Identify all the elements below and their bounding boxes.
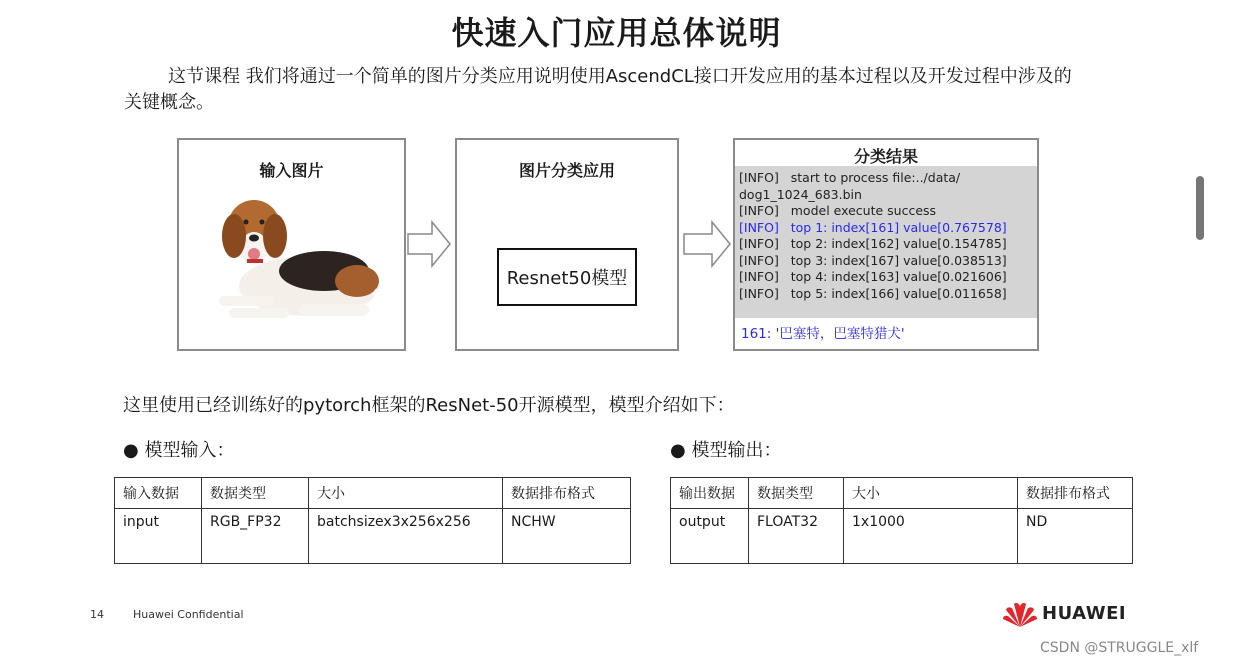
table-cell: NCHW: [503, 509, 631, 564]
table-header-row: [115, 478, 631, 509]
intro-paragraph: 这节课程 我们将通过一个简单的图片分类应用说明使用AscendCL接口开发应用的基本过程以及开发过程中涉及的关键概念。: [124, 66, 1072, 113]
log-line: [INFO] top 3: index[167] value[0.038513]: [739, 252, 1007, 268]
resnet50-model-box: Resnet50模型: [497, 248, 637, 306]
table-header-row: [671, 478, 1133, 509]
log-line: dog1_1024_683.bin: [739, 186, 862, 202]
scrollbar-thumb[interactable]: [1196, 176, 1204, 240]
table-header: 大小: [309, 478, 503, 509]
table-row: [115, 509, 631, 564]
output-heading: [670, 436, 781, 462]
classification-app-box: [455, 138, 679, 351]
dog-image: [179, 196, 404, 346]
page-number: 14: [90, 608, 104, 621]
huawei-brand: HUAWEI: [1042, 603, 1127, 624]
log-line: [INFO] top 4: index[163] value[0.021606]: [739, 269, 1007, 284]
table-header: 数据排布格式: [503, 478, 631, 509]
table-cell: RGB_FP32: [202, 509, 309, 564]
confidential-label: Huawei Confidential: [133, 608, 244, 621]
table-cell: batchsizex3x256x256: [309, 509, 503, 564]
log-line: [INFO] top 2: index[162] value[0.154785]: [739, 236, 1007, 251]
classification-app-label: 图片分类应用: [518, 161, 615, 180]
bullet-icon: ●: [670, 440, 686, 461]
classification-result-box: [733, 138, 1039, 351]
log-line: [INFO] start to process file:../data/: [739, 170, 961, 185]
table-header: 输出数据: [671, 478, 749, 509]
arrow-icon: [406, 218, 454, 270]
table-header: 数据排布格式: [1018, 478, 1133, 509]
watermark: CSDN @STRUGGLE_xlf: [1040, 640, 1199, 656]
log-line-highlight: [INFO] top 1: index[161] value[0.767578]: [739, 219, 1007, 235]
input-table: [114, 477, 631, 564]
log-line: [INFO] top 5: index[166] value[0.011658]: [739, 285, 1007, 301]
result-text: 161: '巴塞特，巴塞特猎犬': [741, 326, 905, 342]
table-header: 输入数据: [115, 478, 202, 509]
input-image-label: 输入图片: [259, 161, 324, 180]
huawei-logo-icon: [1002, 600, 1038, 628]
input-image-box: [177, 138, 406, 351]
result-log: [735, 166, 1037, 318]
output-heading-label: 模型输出：: [691, 440, 782, 461]
log-line: [INFO] model execute success: [739, 203, 937, 218]
input-heading-label: 模型输入：: [144, 440, 235, 461]
table-cell: ND: [1018, 509, 1133, 564]
table-cell: output: [671, 509, 749, 564]
classification-result-label: 分类结果: [853, 147, 918, 166]
table-cell: input: [115, 509, 202, 564]
table-cell: FLOAT32: [749, 509, 844, 564]
page-title: 快速入门应用总体说明: [451, 14, 782, 52]
arrow-icon: [682, 218, 734, 270]
table-header: 数据类型: [749, 478, 844, 509]
output-table: [670, 477, 1133, 564]
table-header: 大小: [844, 478, 1018, 509]
input-heading: [123, 436, 234, 462]
bullet-icon: ●: [123, 440, 139, 461]
table-cell: 1x1000: [844, 509, 1018, 564]
section-intro: 这里使用已经训练好的pytorch框架的ResNet-50开源模型，模型介绍如下：: [123, 395, 735, 416]
table-row: [671, 509, 1133, 564]
table-header: 数据类型: [202, 478, 309, 509]
